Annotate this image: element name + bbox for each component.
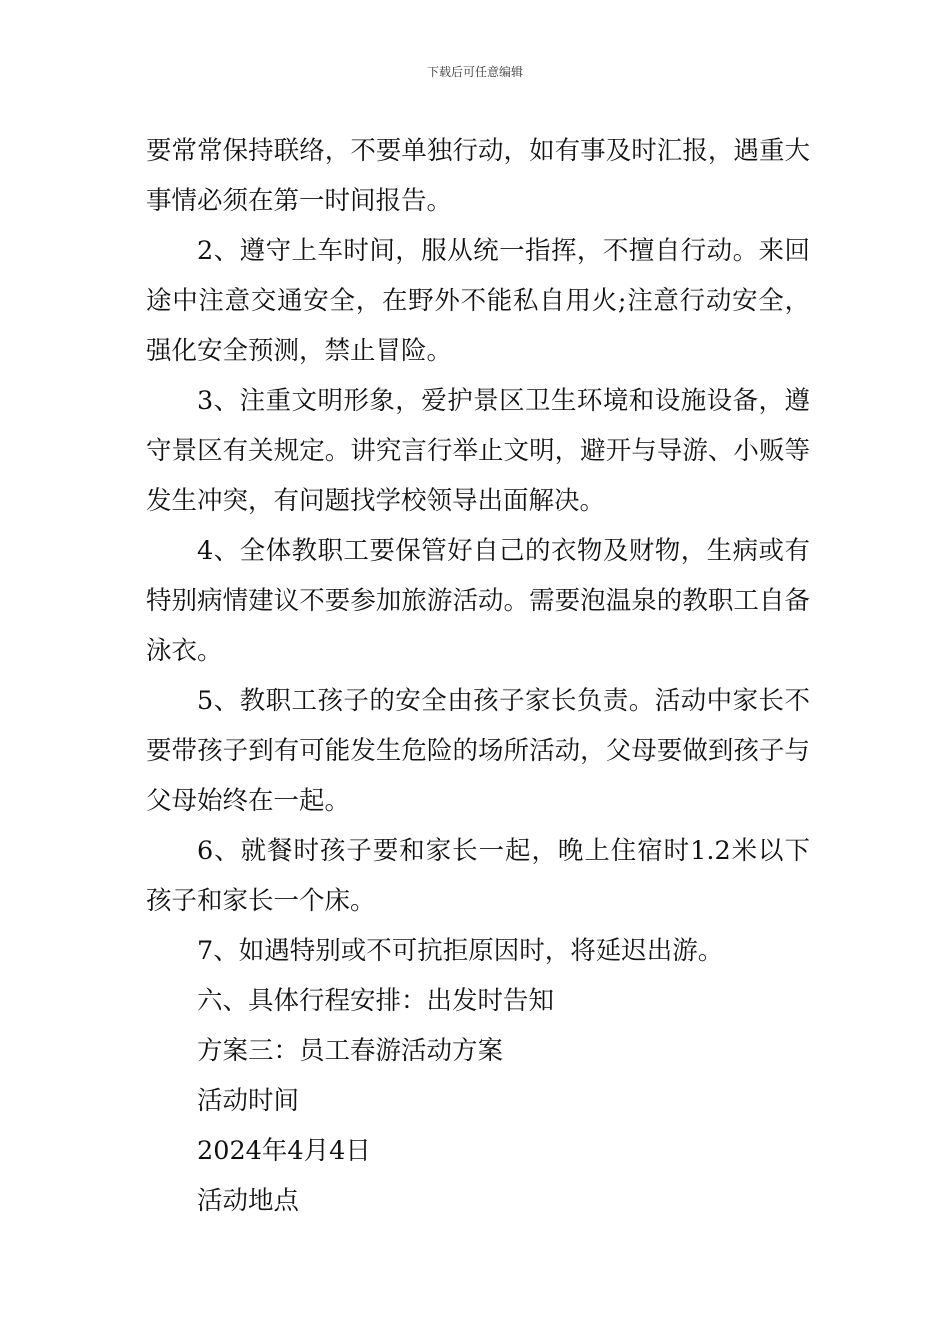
value-activity-date: 2024年4月4日 — [197, 1136, 371, 1166]
section-heading-schedule: 六、具体行程安排：出发时告知 — [197, 986, 555, 1016]
label-activity-time: 活动时间 — [197, 1086, 300, 1116]
label-activity-location: 活动地点 — [197, 1186, 300, 1216]
paragraph-item-7: 7、如遇特别或不可抗拒原因时，将延迟出游。 — [197, 936, 724, 966]
page-header-note: 下载后可任意编辑 — [426, 65, 523, 79]
paragraph-item-2: 2、遵守上车时间，服从统一指挥，不擅自行动。来回途中注意交通安全，在野外不能私自用火;注意行动安全，强化安全预测，禁止冒险。 — [146, 236, 810, 366]
section-heading-plan-three: 方案三：员工春游活动方案 — [197, 1036, 504, 1066]
paragraph-item-4: 4、全体教职工要保管好自己的衣物及财物，生病或有特别病情建议不要参加旅游活动。需要泡温泉的教职工自备泳衣。 — [146, 536, 810, 666]
paragraph-item-3: 3、注重文明形象，爱护景区卫生环境和设施设备，遵守景区有关规定。讲究言行举止文明，避开与导游、小贩等发生冲突，有问题找学校领导出面解决。 — [146, 386, 810, 516]
document-body — [146, 126, 810, 1226]
paragraph-contact-continuation: 要常常保持联络，不要单独行动，如有事及时汇报，遇重大事情必须在第一时间报告。 — [146, 136, 810, 216]
paragraph-item-6: 6、就餐时孩子要和家长一起，晚上住宿时1.2米以下孩子和家长一个床。 — [146, 836, 810, 916]
paragraph-item-5: 5、教职工孩子的安全由孩子家长负责。活动中家长不要带孩子到有可能发生危险的场所活动，父母要做到孩子与父母始终在一起。 — [146, 686, 810, 816]
